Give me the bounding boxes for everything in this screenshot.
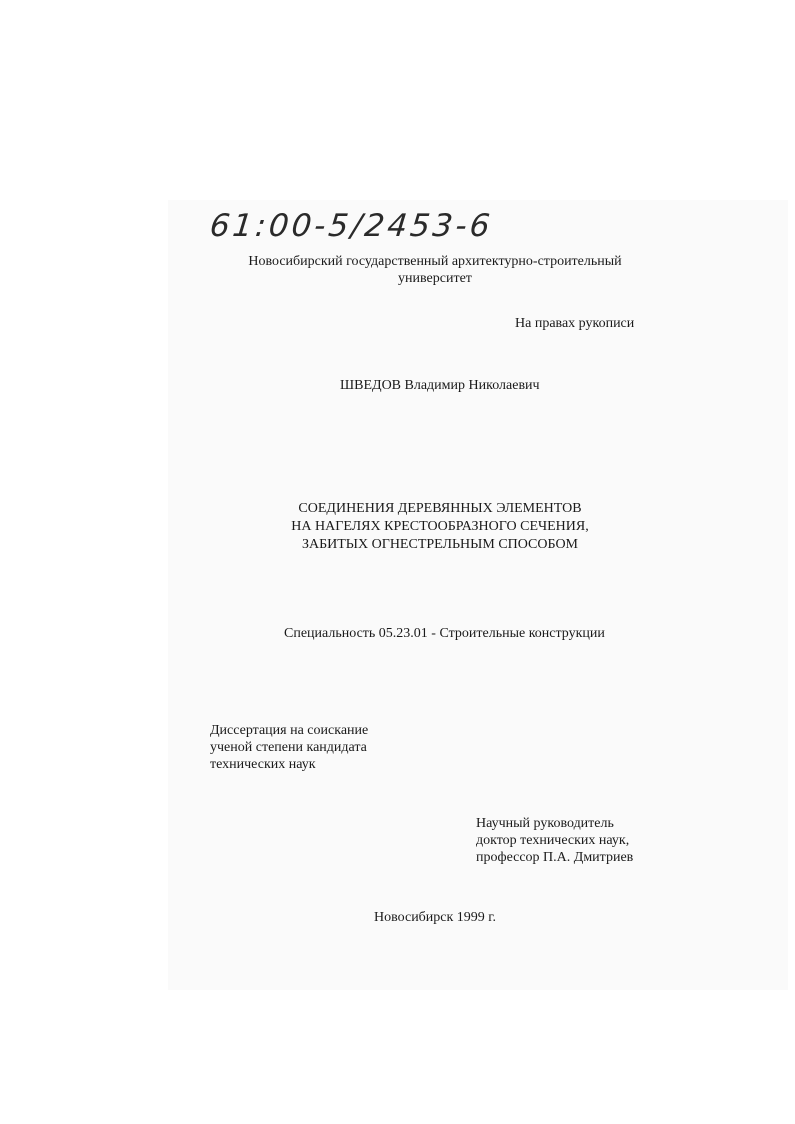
dissertation-title	[250, 500, 630, 554]
university-name	[230, 253, 640, 287]
dissertation-degree	[210, 722, 368, 773]
scanned-area	[168, 200, 788, 990]
rights-notice: На правах рукописи	[515, 316, 635, 331]
title-line-1: СОЕДИНЕНИЯ ДЕРЕВЯННЫХ ЭЛЕМЕНТОВ	[298, 501, 582, 516]
degree-line-3: технических наук	[210, 757, 316, 772]
city-year: Новосибирск 1999 г.	[374, 910, 496, 925]
title-line-2: НА НАГЕЛЯХ КРЕСТООБРАЗНОГО СЕЧЕНИЯ,	[291, 519, 589, 534]
degree-line-2: ученой степени кандидата	[210, 740, 367, 755]
specialty: Специальность 05.23.01 - Строительные конструкции	[284, 626, 605, 641]
title-line-3: ЗАБИТЫХ ОГНЕСТРЕЛЬНЫМ СПОСОБОМ	[301, 537, 579, 552]
supervisor-line-2: доктор технических наук,	[476, 833, 630, 848]
archive-code-handwritten: 61:00-5/2453-6	[208, 208, 495, 244]
supervisor-line-1: Научный руководитель	[476, 816, 614, 831]
degree-line-1: Диссертация на соискание	[210, 723, 369, 738]
scientific-supervisor	[476, 815, 633, 866]
university-line-2: университет	[398, 271, 472, 286]
author-name: ШВЕДОВ Владимир Николаевич	[340, 378, 540, 393]
university-line-1: Новосибирский государственный архитектурно-строительный	[248, 254, 622, 269]
supervisor-line-3: профессор П.А. Дмитриев	[476, 850, 634, 865]
